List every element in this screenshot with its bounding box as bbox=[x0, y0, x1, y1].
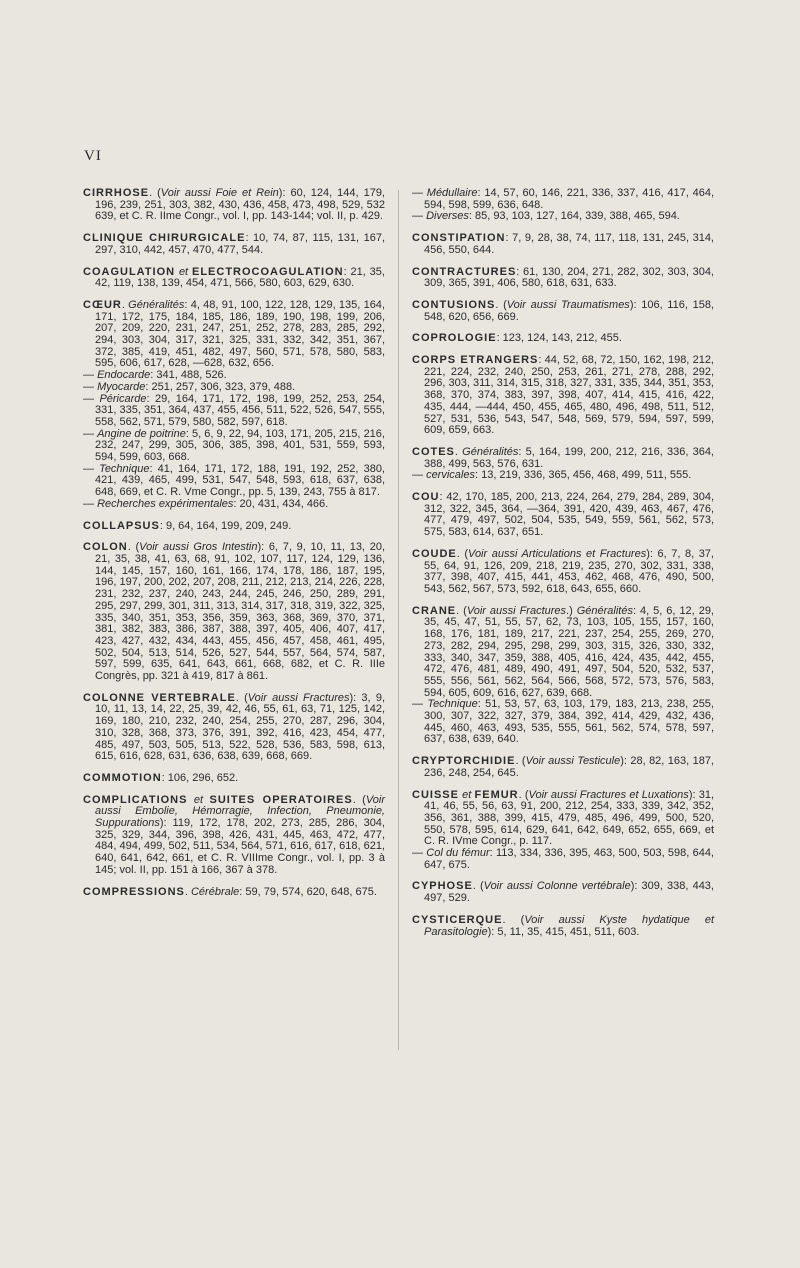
index-entry bbox=[412, 881, 714, 904]
entry-text: — bbox=[412, 210, 427, 223]
entry-italic-text: Voir aussi Testicule bbox=[525, 755, 621, 768]
entry-italic-text: et bbox=[175, 265, 192, 278]
entry-heading: CONTUSIONS bbox=[412, 298, 496, 311]
entry-italic-text: et bbox=[187, 793, 210, 806]
entry-text: ): 309, 338, 443, 497, 529. bbox=[424, 880, 714, 905]
entry-italic-text: Myocarde bbox=[97, 380, 146, 393]
index-entry bbox=[412, 447, 714, 470]
index-entry bbox=[83, 267, 385, 290]
entry-italic-text: Voir aussi Kyste hydatique et Parasitologie bbox=[424, 913, 714, 938]
index-column-right bbox=[412, 188, 714, 948]
entry-italic-text: Voir aussi Gros Intestin bbox=[139, 541, 258, 554]
entry-heading: COAGULATION bbox=[83, 265, 176, 278]
entry-heading: ELECTROCOAGULATION bbox=[191, 265, 344, 278]
index-entry bbox=[83, 429, 385, 464]
index-entry bbox=[412, 233, 714, 256]
entry-heading: CYSTICERQUE bbox=[412, 913, 503, 926]
entry-text: ): 5, 11, 35, 415, 451, 511, 603. bbox=[487, 925, 640, 938]
entry-text: ): 119, 172, 178, 202, 273, 285, 286, 304, 325, 329, 344, 396, 398, 426, 431, 445, 463, 472, 477, 484, 494, 499, 502, 511, 534, 564, 571, 616, 617, 618, 621, 640, 641, 642, 661, et C. R. VIIIme Congr., vol. I, pp. 3 à 145; vol. II, pp. 151 à 166, 367 à 378. bbox=[95, 817, 385, 876]
entry-text: — bbox=[412, 187, 427, 199]
index-entry bbox=[83, 499, 385, 511]
entry-text: — bbox=[412, 698, 428, 711]
entry-text: . ( bbox=[518, 788, 529, 801]
index-entry bbox=[83, 887, 385, 899]
entry-heading: COLLAPSUS bbox=[83, 519, 160, 532]
entry-text: — bbox=[83, 369, 98, 382]
index-entry bbox=[83, 795, 385, 877]
index-entry bbox=[83, 188, 385, 223]
entry-text: : 61, 130, 204, 271, 282, 302, 303, 304, 309, 365, 391, 406, 580, 618, 631, 633. bbox=[424, 265, 714, 290]
entry-text: : 41, 164, 171, 172, 188, 191, 192, 252, 380, 421, 439, 465, 499, 531, 547, 548, 593, 618, 637, 638, 648, 669, et C. R. Vme Congr., pp. 5, 139, 243, 755 à 817. bbox=[95, 462, 385, 499]
page-number: VI bbox=[84, 148, 102, 164]
entry-text: : 13, 219, 336, 365, 456, 468, 499, 511, 555. bbox=[474, 469, 692, 482]
index-entry bbox=[412, 211, 714, 223]
entry-text: . ( bbox=[149, 187, 161, 199]
entry-text: : 106, 296, 652. bbox=[161, 771, 239, 784]
entry-italic-text: Généralités bbox=[128, 298, 185, 311]
entry-italic-text: Médullaire bbox=[426, 187, 478, 199]
entry-heading: CLINIQUE CHIRURGICALE bbox=[83, 232, 246, 245]
entry-text: . ( bbox=[235, 691, 248, 704]
entry-text: : 20, 431, 434, 466. bbox=[233, 497, 329, 510]
entry-heading: COUDE bbox=[412, 547, 457, 560]
entry-heading: COLONNE VERTEBRALE bbox=[83, 691, 236, 704]
entry-text: : 21, 35, 42, 119, 138, 139, 454, 471, 566, 580, 603, 629, 630. bbox=[95, 265, 385, 290]
entry-text: . ( bbox=[352, 793, 366, 806]
entry-text: ): 6, 7, 8, 37, 55, 64, 91, 126, 209, 218, 219, 235, 270, 302, 331, 338, 377, 398, 407, 415, 441, 453, 462, 468, 476, 490, 500, 543, 562, 567, 573, 592, 618, 643, 655, 660. bbox=[424, 547, 714, 595]
index-entry bbox=[412, 355, 714, 437]
index-entry bbox=[83, 773, 385, 785]
entry-heading: COMPLICATIONS bbox=[83, 793, 188, 806]
index-entry bbox=[412, 492, 714, 539]
entry-italic-text: Col du fémur bbox=[426, 847, 490, 860]
entry-text: . ( bbox=[456, 604, 467, 617]
entry-heading: COTES bbox=[412, 445, 455, 458]
entry-text: — bbox=[83, 497, 98, 510]
entry-italic-text: Voir aussi Colonne vertébrale bbox=[483, 880, 631, 893]
entry-italic-text: Voir aussi Fractures bbox=[247, 691, 350, 704]
entry-text: : 4, 5, 6, 12, 29, 35, 45, 47, 51, 55, 57, 62, 73, 103, 105, 155, 157, 160, 168, 176, 181, 189, 217, 221, 237, 254, 255, 269, 270, 273, 282, 294, 295, 298, 299, 303, 315, 326, 330, 332, 333, 340, 347, 359, 388, 405, 416, 424, 435, 442, 455, 472, 476, 481, 489, 490, 491, 497, 504, 520, 532, 537, 555, 556, 561, 562, 564, 566, 568, 572, 573, 576, 583, 594, 605, 609, 616, 627, 639, 668. bbox=[424, 604, 714, 699]
entry-text: . bbox=[121, 298, 129, 311]
entry-text: — bbox=[83, 380, 98, 393]
index-entry bbox=[412, 333, 714, 345]
entry-heading: CYPHOSE bbox=[412, 880, 473, 893]
entry-text: ): 28, 82, 163, 187, 236, 248, 254, 645. bbox=[424, 755, 714, 779]
index-entry bbox=[412, 848, 714, 871]
entry-italic-text: Technique bbox=[427, 698, 478, 711]
index-entry bbox=[412, 549, 714, 596]
index-entry bbox=[412, 790, 714, 849]
index-entry bbox=[412, 606, 714, 700]
entry-text: : 5, 164, 199, 200, 212, 216, 336, 364, 388, 499, 563, 576, 631. bbox=[424, 445, 714, 470]
index-entry bbox=[412, 470, 714, 482]
entry-italic-text: Cérébrale bbox=[190, 885, 240, 898]
entry-heading: CONSTIPATION bbox=[412, 232, 506, 245]
entry-italic-text: Voir aussi Fractures et Luxations bbox=[528, 788, 689, 801]
entry-text: : 59, 79, 574, 620, 648, 675. bbox=[239, 885, 377, 898]
entry-italic-text: Généralités bbox=[462, 445, 519, 458]
entry-italic-text: Diverses bbox=[426, 210, 469, 223]
entry-heading: COU bbox=[412, 491, 440, 504]
entry-italic-text: Endocarde bbox=[97, 369, 151, 382]
entry-text: ): 6, 7, 9, 10, 11, 13, 20, 21, 35, 38, 41, 63, 68, 91, 102, 107, 117, 124, 129, 136, 144, 145, 157, 160, 161, 166, 174, 178, 186, 187, 195, 196, 197, 200, 202, 207, 208, 211, 212, 213, 214, 226, 228, 231, 232, 237, 240, 243, 244, 245, 246, 250, 289, 291, 295, 297, 299, 301, 311, 313, 314, 317, 318, 319, 322, 325, 335, 340, 351, 353, 356, 359, 363, 368, 369, 370, 371, 381, 382, 383, 386, 387, 388, 397, 405, 406, 407, 417, 423, 427, 432, 434, 443, 455, 456, 457, 458, 461, 495, 502, 504, 513, 514, 526, 527, 544, 557, 564, 574, 587, 597, 599, 635, 641, 643, 661, 668, 682, et C. R. IIIe Congrès, pp. 321 à 419, 817 à 861. bbox=[95, 541, 385, 683]
entry-text: — bbox=[83, 427, 98, 440]
entry-text: — bbox=[83, 392, 100, 405]
entry-heading: CRYPTORCHIDIE bbox=[412, 755, 516, 768]
entry-italic-text: Voir aussi Embolie, Hémorragie, Infection, Pneumonie, Suppurations bbox=[95, 793, 385, 830]
entry-italic-text: Recherches expérimentales bbox=[97, 497, 234, 510]
index-entry bbox=[83, 394, 385, 429]
entry-heading: CUISSE bbox=[412, 788, 459, 801]
entry-text: : 5, 6, 9, 22, 94, 103, 171, 205, 215, 216, 232, 247, 299, 305, 306, 385, 398, 401, 531, 559, 593, 594, 599, 603, 668. bbox=[95, 427, 385, 464]
entry-heading: CORPS ETRANGERS bbox=[412, 354, 539, 367]
entry-heading: COMMOTION bbox=[83, 771, 162, 784]
entry-text: : 113, 334, 336, 395, 463, 500, 503, 598, 644, 647, 675. bbox=[424, 847, 714, 871]
entry-text: : 123, 124, 143, 212, 455. bbox=[496, 332, 622, 345]
entry-italic-text: Péricarde bbox=[99, 392, 147, 405]
entry-text: ): 60, 124, 144, 179, 196, 239, 251, 303, 382, 430, 436, 458, 473, 498, 529, 532 639, et C. R. IIme Congr., vol. I, pp. 143-144; vol. II, p. 429. bbox=[95, 187, 385, 223]
entry-heading: COPROLOGIE bbox=[412, 332, 497, 345]
index-column-left bbox=[83, 188, 385, 908]
entry-text: — bbox=[83, 462, 100, 475]
entry-text: . ( bbox=[502, 913, 525, 926]
entry-text: : 9, 64, 164, 199, 209, 249. bbox=[159, 519, 292, 532]
entry-text: : 44, 52, 68, 72, 150, 162, 198, 212, 221, 224, 232, 240, 250, 253, 261, 271, 278, 288, 292, 296, 303, 311, 314, 315, 318, 327, 331, 335, 344, 351, 353, 368, 370, 374, 383, 397, 398, 407, 414, 415, 416, 422, 435, 444, —444, 450, 455, 465, 480, 496, 498, 511, 512, 527, 531, 536, 543, 547, 548, 569, 579, 594, 597, 599, 609, 659, 663. bbox=[424, 354, 714, 437]
index-entry bbox=[412, 188, 714, 211]
entry-italic-text: Technique bbox=[99, 462, 150, 475]
entry-heading: SUITES OPERATOIRES bbox=[209, 793, 353, 806]
entry-text: ): 106, 116, 158, 548, 620, 656, 669. bbox=[424, 298, 714, 323]
index-entry bbox=[83, 693, 385, 763]
entry-text: . ( bbox=[472, 880, 484, 893]
index-entry bbox=[412, 915, 714, 938]
entry-heading: CIRRHOSE bbox=[83, 187, 150, 199]
entry-text: . bbox=[454, 445, 463, 458]
index-entry bbox=[412, 699, 714, 746]
index-entry bbox=[83, 521, 385, 533]
entry-heading: CŒUR bbox=[83, 298, 122, 311]
entry-text: . ( bbox=[495, 298, 507, 311]
entry-text: : 29, 164, 171, 172, 198, 199, 252, 253, 254, 331, 335, 351, 364, 437, 455, 456, 511, 522, 526, 547, 555, 558, 562, 571, 579, 580, 582, 597, 618. bbox=[95, 392, 385, 428]
entry-text: : 14, 57, 60, 146, 221, 336, 337, 416, 417, 464, 594, 598, 599, 636, 648. bbox=[424, 187, 715, 211]
entry-text: . bbox=[184, 885, 191, 898]
entry-text: ): 3, 9, 10, 11, 13, 14, 22, 25, 39, 42, 46, 55, 61, 63, 71, 125, 142, 169, 180, 210, 232, 240, 254, 255, 270, 287, 296, 304, 310, 328, 368, 373, 376, 391, 392, 416, 423, 454, 477, 485, 497, 503, 505, 513, 522, 528, 536, 583, 598, 613, 615, 616, 628, 631, 636, 638, 639, 668, 669. bbox=[95, 691, 385, 763]
index-entry bbox=[412, 300, 714, 323]
entry-heading: COLON bbox=[83, 541, 128, 554]
entry-italic-text: Voir aussi Articulations et Fractures bbox=[468, 547, 647, 560]
entry-text: . ( bbox=[515, 755, 526, 768]
entry-text: : 85, 93, 103, 127, 164, 339, 388, 465, 594. bbox=[468, 210, 680, 223]
entry-text: : 42, 170, 185, 200, 213, 224, 264, 279, 284, 289, 304, 312, 322, 345, 364, —364, 391, 420, 439, 463, 467, 476, 477, 479, 497, 502, 504, 535, 549, 559, 561, 562, 573, 575, 583, 614, 637, 651. bbox=[424, 491, 714, 539]
entry-heading: CONTRACTURES bbox=[412, 265, 517, 278]
entry-italic-text: Généralités bbox=[576, 604, 633, 617]
entry-text: .) bbox=[566, 604, 577, 617]
entry-text: : 251, 257, 306, 323, 379, 488. bbox=[145, 380, 296, 393]
entry-italic-text: Voir aussi Foie et Rein bbox=[160, 187, 279, 199]
entry-italic-text: Voir aussi Fractures bbox=[466, 604, 567, 617]
entry-italic-text: et bbox=[458, 788, 475, 801]
index-entry bbox=[83, 464, 385, 499]
entry-text: — bbox=[412, 847, 427, 860]
entry-text: : 10, 74, 87, 115, 131, 167, 297, 310, 442, 457, 470, 477, 544. bbox=[95, 232, 385, 256]
index-entry bbox=[83, 300, 385, 370]
entry-text: : 341, 488, 526. bbox=[150, 369, 227, 382]
column-divider bbox=[398, 190, 399, 1050]
entry-heading: COMPRESSIONS bbox=[83, 885, 185, 898]
entry-text: ): 31, 41, 46, 55, 56, 63, 91, 200, 212, 254, 333, 339, 342, 352, 356, 361, 388, 399, 415, 479, 485, 496, 499, 500, 520, 550, 578, 595, 614, 629, 641, 642, 649, 652, 655, 669, et C. R. IVme Congr., p. 117. bbox=[424, 788, 715, 848]
entry-text: : 51, 53, 57, 63, 103, 179, 183, 213, 238, 255, 300, 307, 322, 327, 379, 384, 392, 414, 429, 432, 436, 445, 460, 463, 493, 535, 555, 561, 562, 574, 578, 597, 637, 638, 639, 640. bbox=[424, 698, 714, 746]
entry-italic-text: Voir aussi Traumatismes bbox=[506, 298, 630, 311]
entry-italic-text: Angine de poitrine bbox=[97, 427, 186, 440]
entry-heading: FEMUR bbox=[474, 788, 519, 801]
entry-text: . ( bbox=[456, 547, 469, 560]
index-entry bbox=[83, 233, 385, 256]
index-entry bbox=[412, 756, 714, 779]
entry-italic-text: cervicales bbox=[426, 469, 475, 482]
entry-text: . ( bbox=[127, 541, 140, 554]
index-entry bbox=[83, 542, 385, 682]
entry-heading: CRANE bbox=[412, 604, 457, 617]
entry-text: : 7, 9, 28, 38, 74, 117, 118, 131, 245, 314, 456, 550, 644. bbox=[424, 232, 714, 256]
index-entry bbox=[412, 267, 714, 290]
entry-text: : 4, 48, 91, 100, 122, 128, 129, 135, 164, 171, 172, 175, 184, 185, 186, 189, 190, 198, 199, 206, 207, 209, 220, 231, 247, 251, 252, 278, 283, 285, 292, 294, 303, 304, 317, 321, 325, 331, 332, 342, 351, 367, 372, 385, 419, 451, 482, 497, 560, 571, 578, 580, 583, 595, 606, 617, 628, —628, 632, 656. bbox=[95, 298, 385, 370]
entry-text: — bbox=[412, 469, 427, 482]
